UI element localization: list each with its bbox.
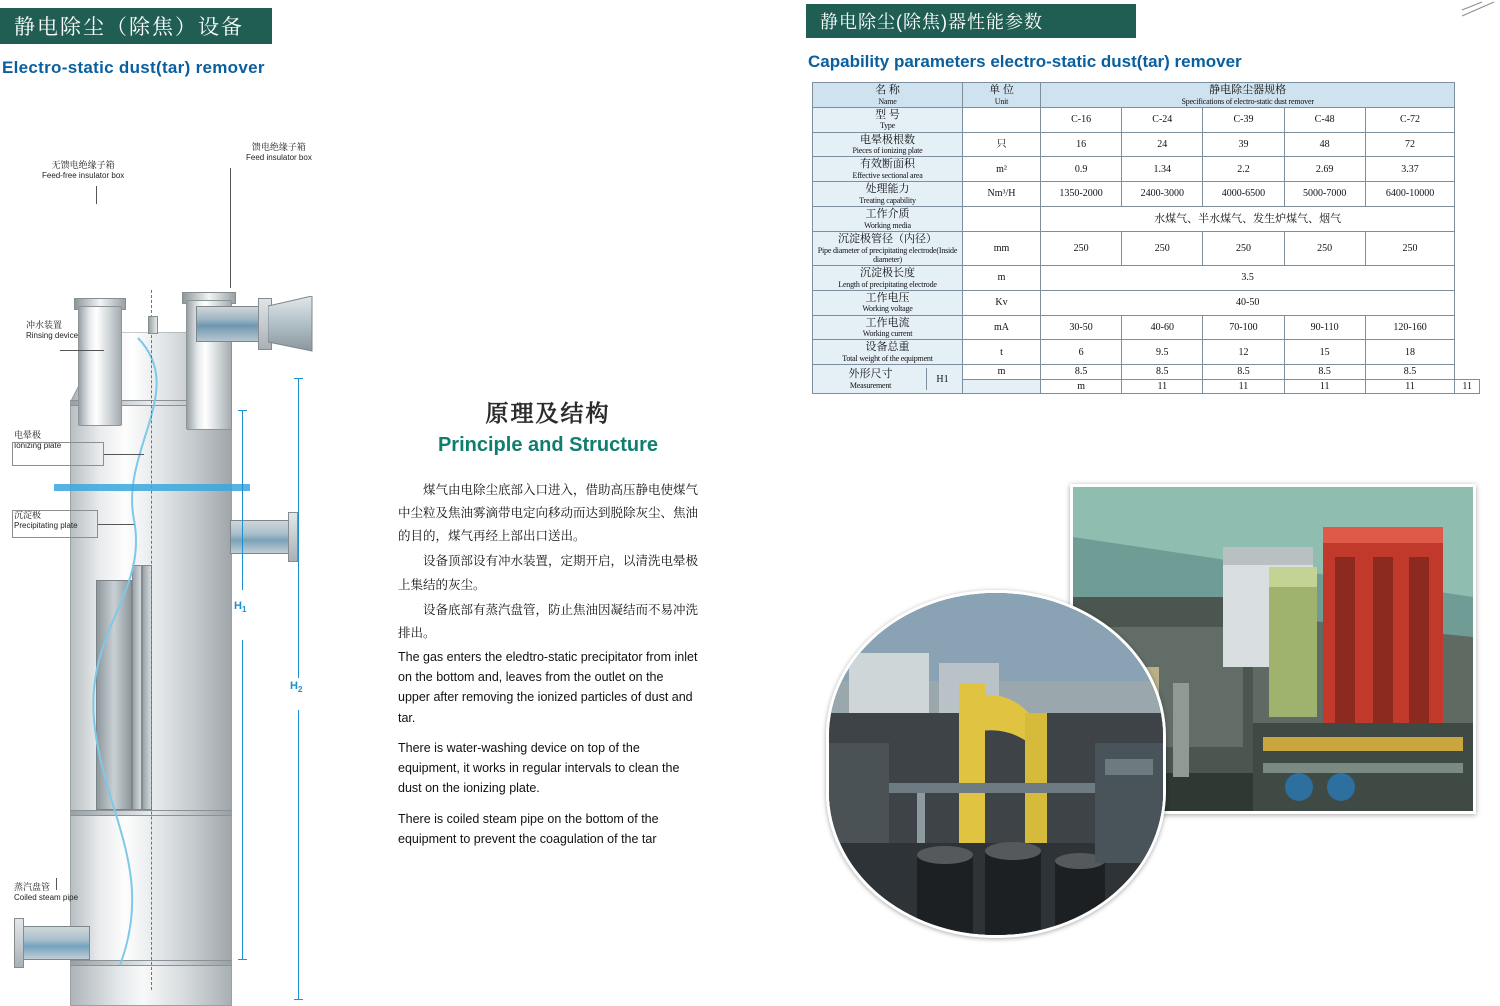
table-row [813,265,1480,290]
table-row [813,132,1480,157]
row-name-treating-capability: 处理能力 Treating capability [813,182,963,207]
cell: 12 [1203,340,1284,365]
leader-2 [230,168,231,288]
cell: C-48 [1284,107,1365,132]
leader-1 [96,186,102,204]
cell: 30-50 [1041,315,1122,340]
cell: 3.37 [1365,157,1455,182]
row-name-sectional-area: 有效断面积 Effective sectional area [813,157,963,182]
cell: 250 [1203,231,1284,265]
header-unit: 单 位 Unit [963,83,1041,108]
principle-paragraph-en-1: The gas enters the eledtro-static precipitator from inlet on the bottom and, leaves from the outlet on the upper after removing the ionized particles of dust and tar. [398,649,698,725]
cell: 11 [1203,379,1284,394]
dim-line-h1-lower [242,640,243,960]
left-title-cn: 静电除尘（除焦）设备 [14,16,244,39]
cell: 11 [1122,379,1203,394]
principle-paragraph-en-3: There is coiled steam pipe on the bottom of the equipment to prevent the coagulation of the tar [398,811,659,846]
principle-paragraph-cn-3: 设备底部有蒸汽盘管，防止焦油因凝结而不易冲洗排出。 [398,602,699,640]
right-title-band [806,4,1136,38]
gas-outlet-flange [288,512,298,562]
cell: 1.34 [1122,157,1203,182]
table-row [813,107,1480,132]
measurement-sub-h1: H1 [926,368,958,390]
table-row [813,290,1480,315]
feed-free-insulator-box-graphic [78,306,122,426]
cell: 8.5 [1365,365,1455,380]
cell: 6 [1041,340,1122,365]
principle-paragraph-cn-2: 设备顶部设有冲水装置，定期开启，以清洗电晕极上集结的灰尘。 [398,554,699,592]
leader-5 [98,524,134,525]
cell: 250 [1122,231,1203,265]
header-name: 名 称 Name [813,83,963,108]
table-header-row [813,83,1480,108]
row-unit: m [963,265,1041,290]
cell: 2400-3000 [1122,182,1203,207]
cell: 11 [1284,379,1365,394]
cell: 90-110 [1284,315,1365,340]
row-name-pipe-diameter: 沉淀极管径（内径） Pipe diameter of precipitating electrode(Inside diameter) [813,231,963,265]
cell: 2.69 [1284,157,1365,182]
dim-tick-h2-top [294,378,303,379]
cell-spanned: 40-50 [1041,290,1455,315]
row-unit: Nm³/H [963,182,1041,207]
cell: 8.5 [1041,365,1122,380]
feed-pipe-cone [268,296,314,352]
dim-tick-h1-top [238,410,247,411]
principle-section [398,395,698,859]
row-name-working-media: 工作介质 Working media [813,207,963,232]
row-unit: m² [963,157,1041,182]
cell: C-24 [1122,107,1203,132]
cell: 0.9 [1041,157,1122,182]
row-unit-type [963,107,1041,132]
cell: 4000-6500 [1203,182,1284,207]
cell: 18 [1365,340,1455,365]
cell: 48 [1284,132,1365,157]
table-row [813,315,1480,340]
row-name-ionizing-pieces: 电晕极根数 Pieces of ionizing plate [813,132,963,157]
cell: 6400-10000 [1365,182,1455,207]
label-coiled-steam-pipe: 蒸汽盘管 Coiled steam pipe [14,882,79,903]
cell: 8.5 [1122,365,1203,380]
gas-inlet-nozzle [20,926,90,960]
label-box-precipitating [12,510,98,538]
measurement-sub-h2-spacer [963,379,1041,394]
right-title-cn: 静电除尘(除焦)器性能参数 [820,12,1043,32]
cell: C-16 [1041,107,1122,132]
cell: 120-160 [1365,315,1455,340]
row-name-working-voltage: 工作电压 Working voltage [813,290,963,315]
row-unit: mA [963,315,1041,340]
label-box-ionizing [12,442,104,466]
cell: 24 [1122,132,1203,157]
dim-line-h2 [298,378,299,678]
leader-4 [104,454,144,455]
row-name-working-current: 工作电流 Working current [813,315,963,340]
row-unit: t [963,340,1041,365]
page-corner-mark [1460,0,1496,18]
cell: C-72 [1365,107,1455,132]
gas-outlet-nozzle [230,520,294,554]
right-title-en: Capability parameters electro-static dust(tar) remover [808,52,1242,71]
label-rinsing-device: 冲水装置 Rinsing device [26,320,79,341]
cell: 39 [1203,132,1284,157]
table-row [813,231,1480,265]
rinsing-header-band [54,484,250,491]
dim-label-h2: $H_2$ [290,680,303,695]
dim-tick-h1-bottom [238,959,247,960]
table-row [813,207,1480,232]
header-spec: 静电除尘器规格 Specifications of electro-static dust remover [1041,83,1455,108]
dim-tick-h2-bottom [294,999,303,1000]
specifications-table [812,82,1480,394]
cell: 9.5 [1122,340,1203,365]
row-unit: 只 [963,132,1041,157]
cell-spanned: 水煤气、半水煤气、发生炉煤气、烟气 [1041,207,1455,232]
cell: 15 [1284,340,1365,365]
cell: 250 [1041,231,1122,265]
row-name-type: 型 号 Type [813,107,963,132]
principle-paragraph-cn-1: 煤气由电除尘底部入口进入，借助高压静电使煤气中尘粒及焦油雾滴带电定向移动而达到脱除灰尘、焦油的目的，煤气再经上部出口送出。 [398,483,699,544]
cell: 11 [1365,379,1455,394]
cell: 1350-2000 [1041,182,1122,207]
plant-photo-lower-left [826,590,1166,938]
cell: 250 [1284,231,1365,265]
label-ionizing-plate: 电晕极 Ionizing plate [14,430,62,451]
cell: C-39 [1203,107,1284,132]
row-unit: m [963,365,1041,380]
cell: 8.5 [1284,365,1365,380]
row-unit [963,207,1041,232]
gas-inlet-flange [14,918,24,968]
cell: 2.2 [1203,157,1284,182]
row-name-measurement: 外形尺寸 Measurement H1 [813,365,963,394]
table-row [813,365,1480,380]
cell: 250 [1365,231,1455,265]
row-unit: m [1041,379,1122,394]
principle-title-cn: 原理及结构 [485,400,611,426]
cell: 11 [1455,379,1480,394]
cell: 70-100 [1203,315,1284,340]
leader-6 [56,878,57,890]
table-row [813,182,1480,207]
principle-paragraph-en-2: There is water-washing device on top of the equipment, it works in regular intervals to clean the dust on the ionizing plate. [398,740,680,796]
left-title-en: Electro-static dust(tar) remover [2,58,265,77]
label-feed-insulator-box: 馈电绝缘子箱 Feed insulator box [246,142,312,163]
left-title-band [0,8,272,44]
cell: 16 [1041,132,1122,157]
cell: 8.5 [1203,365,1284,380]
table-row [813,340,1480,365]
label-precipitating-plate: 沉淀极 Precipitating plate [14,510,78,531]
row-unit: Kv [963,290,1041,315]
label-feed-free-insulator-box: 无馈电绝缘子箱 Feed-free insulator box [42,160,125,181]
leader-3 [60,350,104,351]
equipment-drawing [0,110,400,940]
dim-line-h2-lower [298,710,299,1000]
dim-line-h1-upper [242,410,243,590]
row-name-electrode-length: 沉淀极长度 Length of precipitating electrode [813,265,963,290]
cell: 5000-7000 [1284,182,1365,207]
row-name-total-weight: 设备总重 Total weight of the equipment [813,340,963,365]
cell: 40-60 [1122,315,1203,340]
principle-title-en: Principle and Structure [437,434,659,456]
left-column [0,0,760,941]
table-row [813,157,1480,182]
cell-spanned: 3.5 [1041,265,1455,290]
cell: 72 [1365,132,1455,157]
dim-label-h1: $H_1$ [234,600,247,615]
vessel-center-line [151,290,152,990]
top-fitting [148,316,158,334]
row-unit: mm [963,231,1041,265]
